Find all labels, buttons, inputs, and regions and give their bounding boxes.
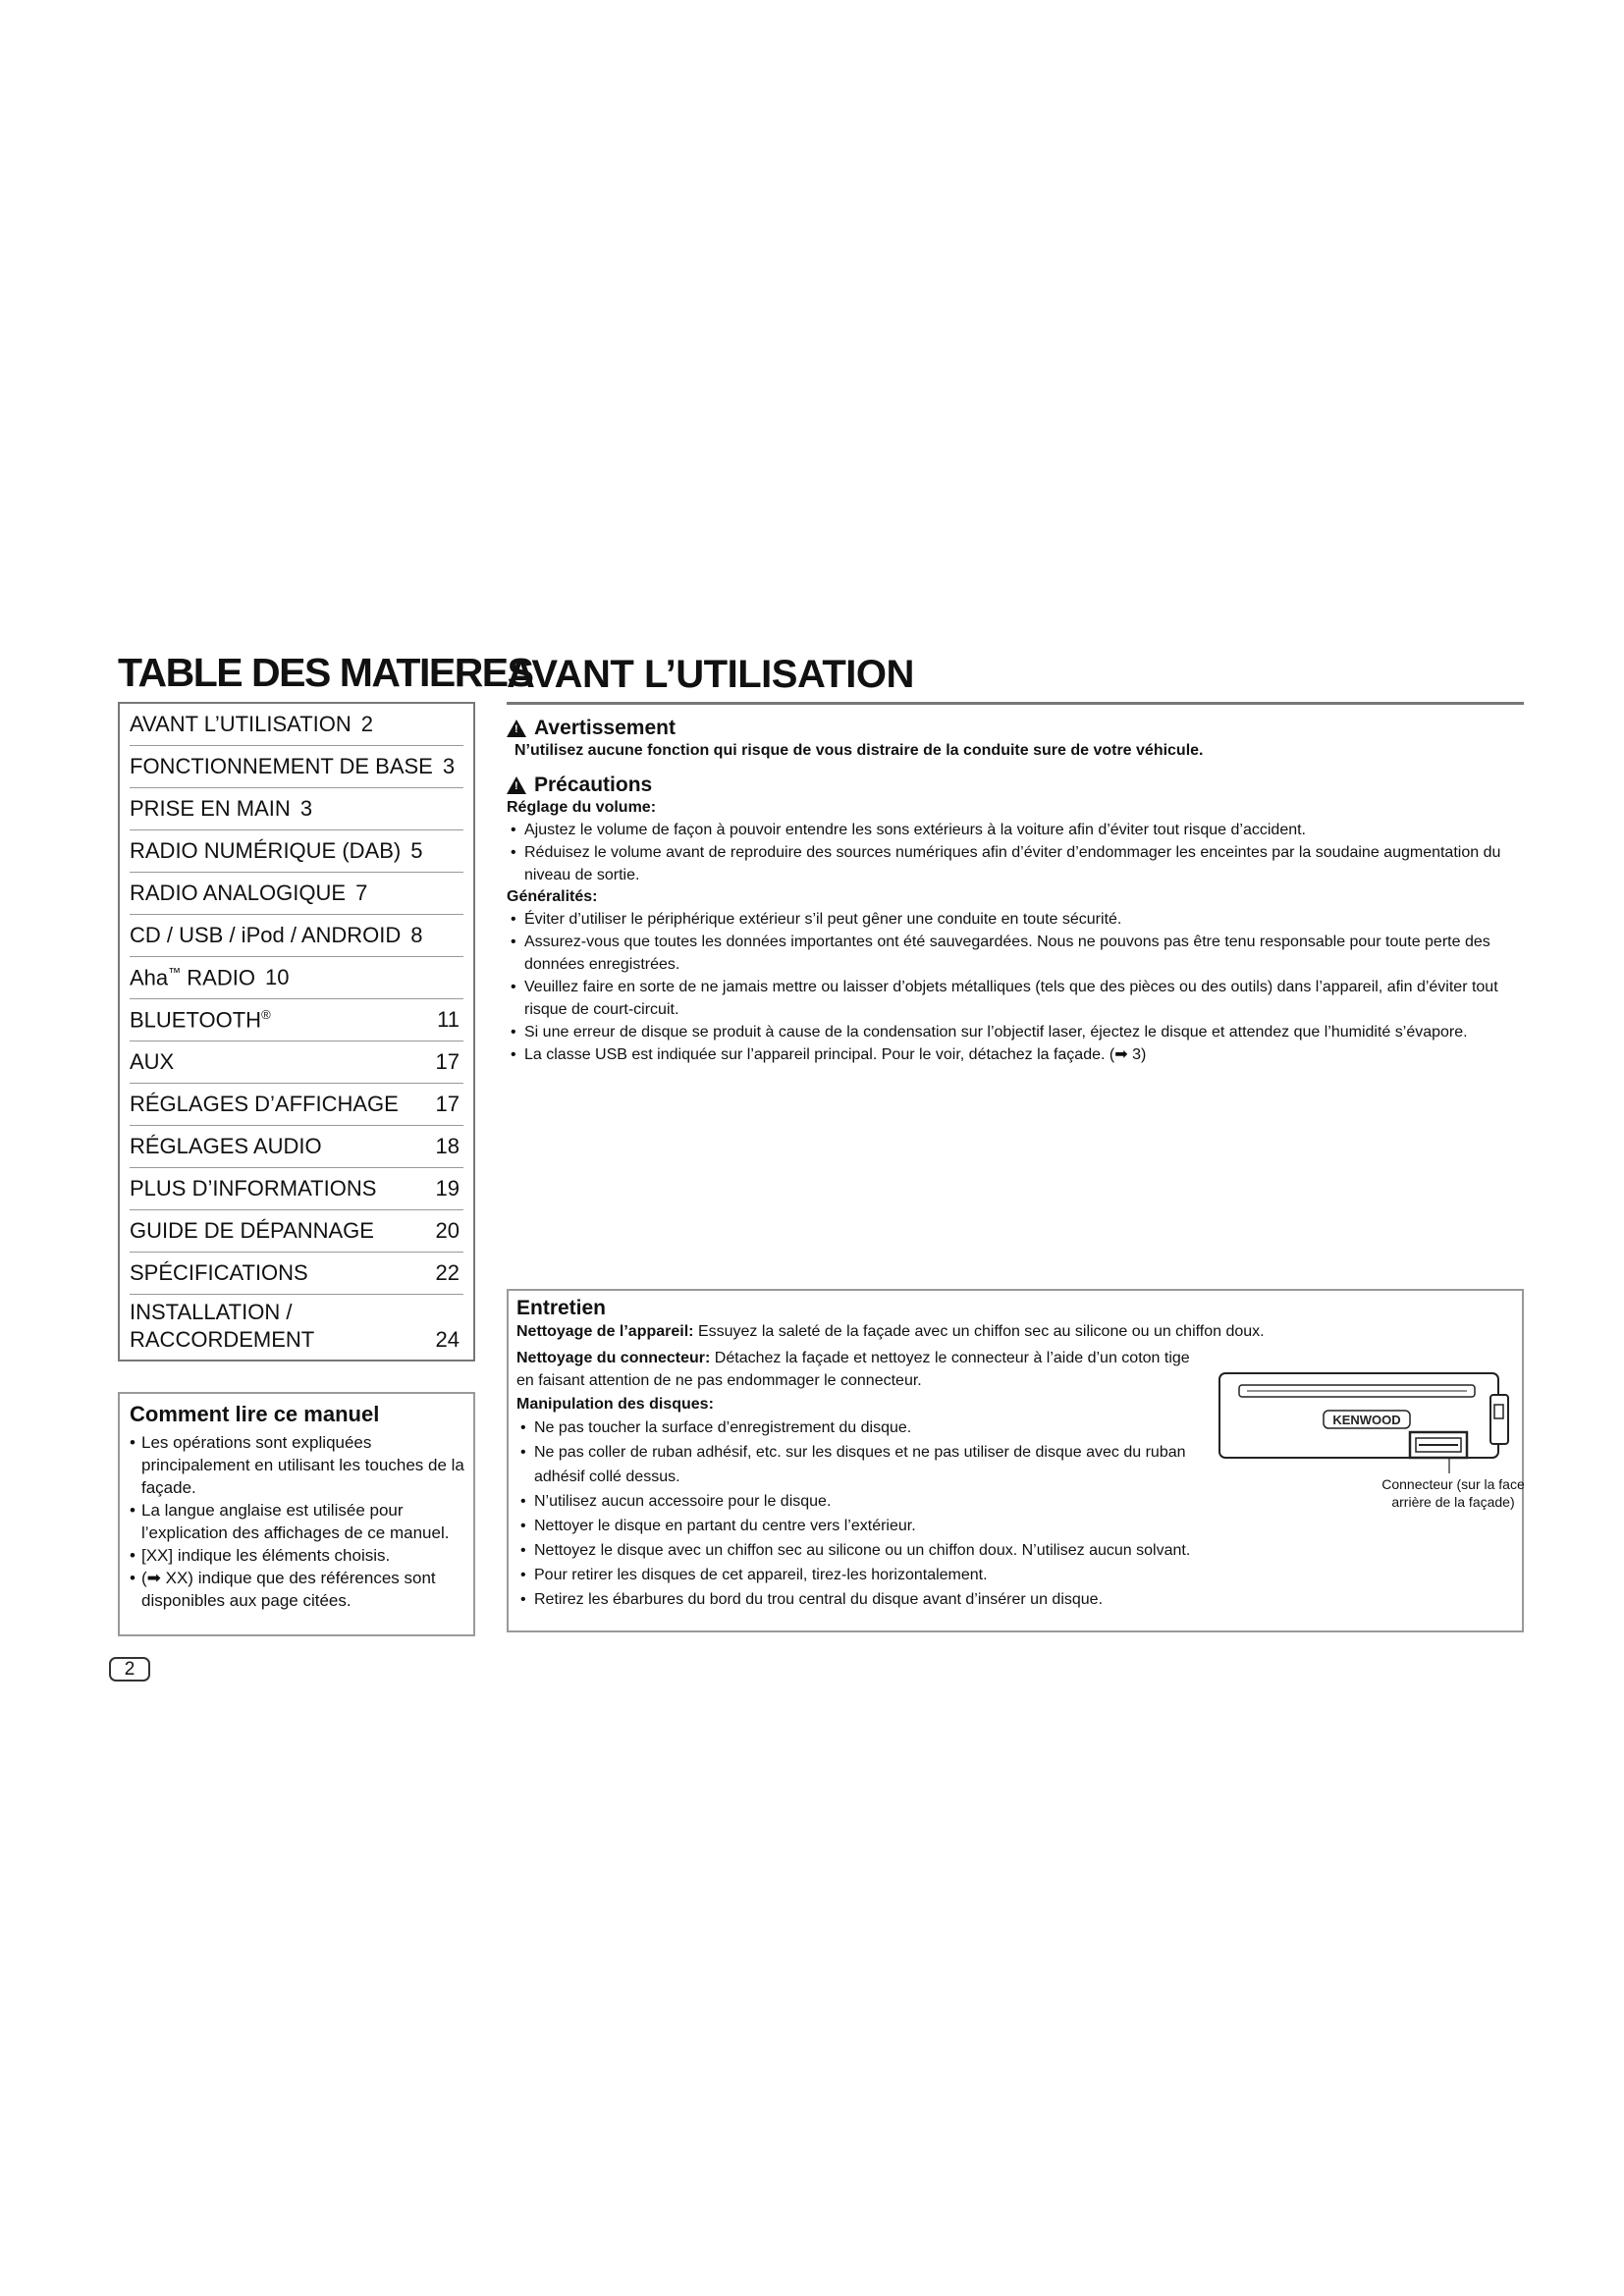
toc-title: TABLE DES MATIERES xyxy=(118,650,533,695)
general-list xyxy=(507,908,1524,1066)
connector-caption: Connecteur (sur la face arrière de la façade) xyxy=(1381,1476,1525,1510)
toc-item-specifications[interactable] xyxy=(130,1253,463,1295)
toc-label-rest: RADIO xyxy=(181,965,255,990)
general-subtitle: Généralités: xyxy=(507,888,598,905)
list-item: • Réduisez le volume avant de reproduire des sources numériques afin d’éviter d’endommager les enceintes par la soudaine augmentation du niveau de sortie. xyxy=(507,841,1524,886)
toc-label: AVANT L’UTILISATION xyxy=(130,712,352,736)
toc-item-guide-depannage[interactable] xyxy=(130,1210,463,1253)
toc-label: SPÉCIFICATIONS xyxy=(130,1260,308,1285)
list-item: • Nettoyez le disque avec un chiffon sec au silicone ou un chiffon doux. N’utilisez aucun solvant. xyxy=(516,1538,1512,1563)
toc-item-reglages-affichage[interactable] xyxy=(130,1084,463,1126)
toc-label: FONCTIONNEMENT DE BASE xyxy=(130,754,433,778)
toc-label: RADIO NUMÉRIQUE (DAB) xyxy=(130,838,402,863)
warning-triangle-icon xyxy=(507,720,526,737)
toc-label: RÉGLAGES AUDIO xyxy=(130,1134,322,1158)
toc-label: AUX xyxy=(130,1049,175,1074)
list-item: • La langue anglaise est utilisée pour l’explication des affichages de ce manuel. xyxy=(130,1499,465,1544)
list-item: • Assurez-vous que toutes les données importantes ont été sauvegardées. Nous ne pouvons pas être tenu responsable pour toute perte des données enregistrées. xyxy=(507,931,1524,976)
title-divider xyxy=(507,702,1524,705)
list-item: • Les opérations sont expliquées principalement en utilisant les touches de la façade. xyxy=(130,1431,465,1499)
toc-item-radio-numerique[interactable] xyxy=(130,830,463,873)
toc-item-prise-en-main[interactable] xyxy=(130,788,463,830)
list-item: • Nettoyer le disque en partant du centre vers l’extérieur. xyxy=(516,1514,1512,1538)
how-to-read-box xyxy=(118,1392,475,1636)
toc-item-fonctionnement-de-base[interactable] xyxy=(130,746,463,788)
toc-page: 18 xyxy=(435,1134,460,1158)
toc-label: CD / USB / iPod / ANDROID xyxy=(130,923,402,947)
toc-item-bluetooth[interactable] xyxy=(130,999,463,1041)
toc-label: INSTALLATION / xyxy=(130,1300,293,1324)
toc-page: 19 xyxy=(435,1176,460,1201)
volume-list xyxy=(507,819,1524,886)
toc-page: 17 xyxy=(435,1049,460,1074)
toc-label: RÉGLAGES D’AFFICHAGE xyxy=(130,1092,399,1116)
warning-text: N’utilisez aucune fonction qui risque de vous distraire de la conduite sure de votre véhicule. xyxy=(514,742,1204,759)
section-title: AVANT L’UTILISATION xyxy=(507,653,914,696)
toc-item-installation-raccordement[interactable] xyxy=(130,1295,463,1360)
toc-page: 5 xyxy=(410,838,423,863)
toc-label: GUIDE DE DÉPANNAGE xyxy=(130,1218,374,1243)
toc-box xyxy=(118,702,475,1362)
page-number: 2 xyxy=(109,1657,150,1682)
list-item: • N’utilisez aucun accessoire pour le disque. xyxy=(516,1489,1512,1514)
toc-page: 20 xyxy=(435,1218,460,1243)
list-item: • Ne pas coller de ruban adhésif, etc. sur les disques et ne pas utiliser de disque avec du ruban adhésif collé dessus. xyxy=(516,1440,1204,1489)
toc-page: 22 xyxy=(435,1260,460,1285)
unit-cleaning-label: Nettoyage de l’appareil: xyxy=(516,1323,694,1340)
toc-item-cd-usb-ipod-android[interactable] xyxy=(130,915,463,957)
toc-label-line2: RACCORDEMENT xyxy=(130,1327,315,1352)
toc-item-radio-analogique[interactable] xyxy=(130,873,463,915)
list-item: • Veuillez faire en sorte de ne jamais mettre ou laisser d’objets métalliques (tels que des pièces ou des outils) dans l’appareil, afin d’éviter tout risque de court-circuit. xyxy=(507,976,1524,1021)
maintenance-box xyxy=(507,1289,1524,1632)
list-item: • Ne pas toucher la surface d’enregistrement du disque. xyxy=(516,1415,1512,1440)
toc-page: 3 xyxy=(442,754,456,778)
registered-symbol: ® xyxy=(261,1006,271,1022)
list-item: • [XX] indique les éléments choisis. xyxy=(130,1544,465,1567)
toc-page: 2 xyxy=(360,712,374,736)
warning-title: Avertissement xyxy=(534,717,676,739)
toc-label: Aha xyxy=(130,965,169,990)
connector-cleaning-label: Nettoyage du connecteur: xyxy=(516,1350,711,1366)
toc-page: 7 xyxy=(355,881,368,905)
toc-item-plus-informations[interactable] xyxy=(130,1168,463,1210)
toc-label: BLUETOOTH xyxy=(130,1007,262,1033)
list-item: • Retirez les ébarbures du bord du trou central du disque avant d’insérer un disque. xyxy=(516,1587,1512,1612)
disc-handling-subtitle: Manipulation des disques: xyxy=(516,1396,714,1413)
toc-item-reglages-audio[interactable] xyxy=(130,1126,463,1168)
maintenance-title: Entretien xyxy=(516,1297,607,1319)
how-to-read-list xyxy=(130,1431,465,1612)
trademark-symbol: ™ xyxy=(168,964,182,980)
how-to-read-title: Comment lire ce manuel xyxy=(130,1402,380,1426)
toc-page: 8 xyxy=(410,923,423,947)
connector-cleaning-text: Nettoyage du connecteur: Détachez la façade et nettoyez le connecteur à l’aide d’un coton tige en faisant attention de ne pas endommager le connecteur. xyxy=(516,1350,1190,1389)
toc-label: PRISE EN MAIN xyxy=(130,796,291,821)
toc-item-avant-utilisation[interactable] xyxy=(130,704,463,746)
brand-logo: KENWOOD xyxy=(1332,1413,1401,1427)
warning-section xyxy=(507,717,1524,760)
list-item: • Pour retirer les disques de cet appareil, tirez-les horizontalement. xyxy=(516,1563,1512,1587)
toc-page: 11 xyxy=(437,1007,460,1032)
list-item: • Ajustez le volume de façon à pouvoir entendre les sons extérieurs à la voiture afin d’éviter tout risque d’accident. xyxy=(507,819,1524,841)
toc-label: PLUS D’INFORMATIONS xyxy=(130,1176,377,1201)
list-item: • (➡ XX) indique que des références sont disponibles aux page citées. xyxy=(130,1567,465,1612)
toc-page: 3 xyxy=(299,796,313,821)
toc-page: 10 xyxy=(264,965,290,990)
list-item: • Si une erreur de disque se produit à cause de la condensation sur l’objectif laser, éjectez le disque et attendez que l’humidité s’évapore. xyxy=(507,1021,1524,1043)
precautions-section xyxy=(507,774,1524,1066)
warning-triangle-icon xyxy=(507,776,526,794)
list-item: • La classe USB est indiquée sur l’appareil principal. Pour le voir, détachez la façade. (➡ 3) xyxy=(507,1043,1524,1066)
toc-item-aux[interactable] xyxy=(130,1041,463,1084)
unit-cleaning-text: Nettoyage de l’appareil: Essuyez la saleté de la façade avec un chiffon sec au silicone ou un chiffon doux. xyxy=(516,1323,1265,1340)
toc-page: 24 xyxy=(435,1327,460,1352)
toc-page: 17 xyxy=(435,1092,460,1116)
toc-item-aha-radio[interactable] xyxy=(130,957,463,999)
volume-subtitle: Réglage du volume: xyxy=(507,799,657,816)
precautions-title: Précautions xyxy=(534,774,653,796)
toc-label: RADIO ANALOGIQUE xyxy=(130,881,347,905)
list-item: • Éviter d’utiliser le périphérique extérieur s’il peut gêner une conduite en toute sécurité. xyxy=(507,908,1524,931)
